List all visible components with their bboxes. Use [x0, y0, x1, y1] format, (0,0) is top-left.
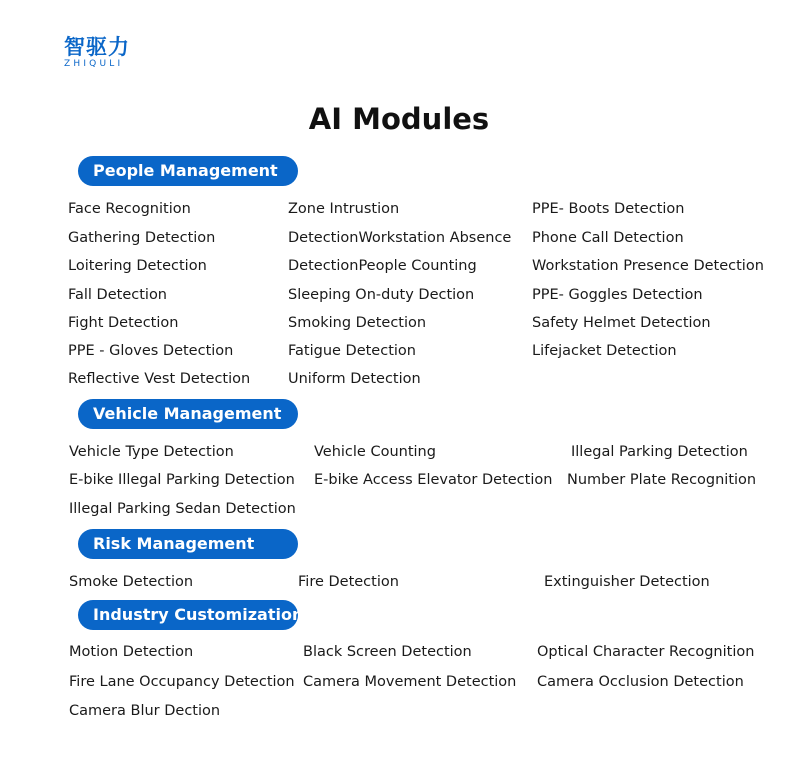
- module-item: Vehicle Counting: [314, 444, 436, 460]
- module-item: PPE- Boots Detection: [532, 201, 685, 217]
- module-item: Face Recognition: [68, 201, 191, 217]
- module-item: DetectionPeople Counting: [288, 258, 477, 274]
- section-header: Vehicle Management: [78, 399, 298, 429]
- module-item: Sleeping On-duty Dection: [288, 287, 475, 303]
- module-item: Lifejacket Detection: [532, 343, 677, 359]
- section-header: People Management: [78, 156, 298, 186]
- module-item: Extinguisher Detection: [544, 574, 710, 590]
- section-header: Industry Customization: [78, 600, 298, 630]
- module-item: Vehicle Type Detection: [69, 444, 234, 460]
- module-item: Smoke Detection: [69, 574, 194, 590]
- module-item: Illegal Parking Sedan Detection: [69, 501, 296, 517]
- module-item: Optical Character Recognition: [537, 644, 755, 660]
- module-item: E-bike Illegal Parking Detection: [69, 472, 295, 488]
- module-item: Workstation Presence Detection: [532, 258, 764, 274]
- module-item: Camera Occlusion Detection: [537, 674, 744, 690]
- module-item: DetectionWorkstation Absence: [288, 230, 512, 246]
- logo-chinese-text: 智驱力: [64, 35, 130, 59]
- module-item: Camera Movement Detection: [303, 674, 517, 690]
- logo-english-text: ZHIQULI: [64, 59, 124, 69]
- module-item: E-bike Access Elevator Detection: [314, 472, 553, 488]
- module-item: PPE- Goggles Detection: [532, 287, 703, 303]
- module-item: Fire Lane Occupancy Detection: [69, 674, 295, 690]
- module-item: Loitering Detection: [68, 258, 207, 274]
- module-item: Reflective Vest Detection: [68, 371, 251, 387]
- module-item: PPE - Gloves Detection: [68, 343, 234, 359]
- module-item: Smoking Detection: [288, 315, 427, 331]
- module-item: Uniform Detection: [288, 371, 421, 387]
- module-item: Camera Blur Dection: [69, 703, 221, 719]
- module-item: Fatigue Detection: [288, 343, 416, 359]
- company-logo: [64, 36, 148, 70]
- module-item: Gathering Detection: [68, 230, 216, 246]
- module-item: Fight Detection: [68, 315, 179, 331]
- module-item: Number Plate Recognition: [567, 472, 757, 488]
- section-header: Risk Management: [78, 529, 298, 559]
- module-item: Zone Intrustion: [288, 201, 400, 217]
- page-title: AI Modules: [308, 102, 490, 136]
- module-item: Illegal Parking Detection: [571, 444, 748, 460]
- module-item: Phone Call Detection: [532, 230, 684, 246]
- module-item: Black Screen Detection: [303, 644, 472, 660]
- module-item: Fire Detection: [298, 574, 399, 590]
- module-item: Motion Detection: [69, 644, 194, 660]
- module-item: Safety Helmet Detection: [532, 315, 711, 331]
- module-item: Fall Detection: [68, 287, 168, 303]
